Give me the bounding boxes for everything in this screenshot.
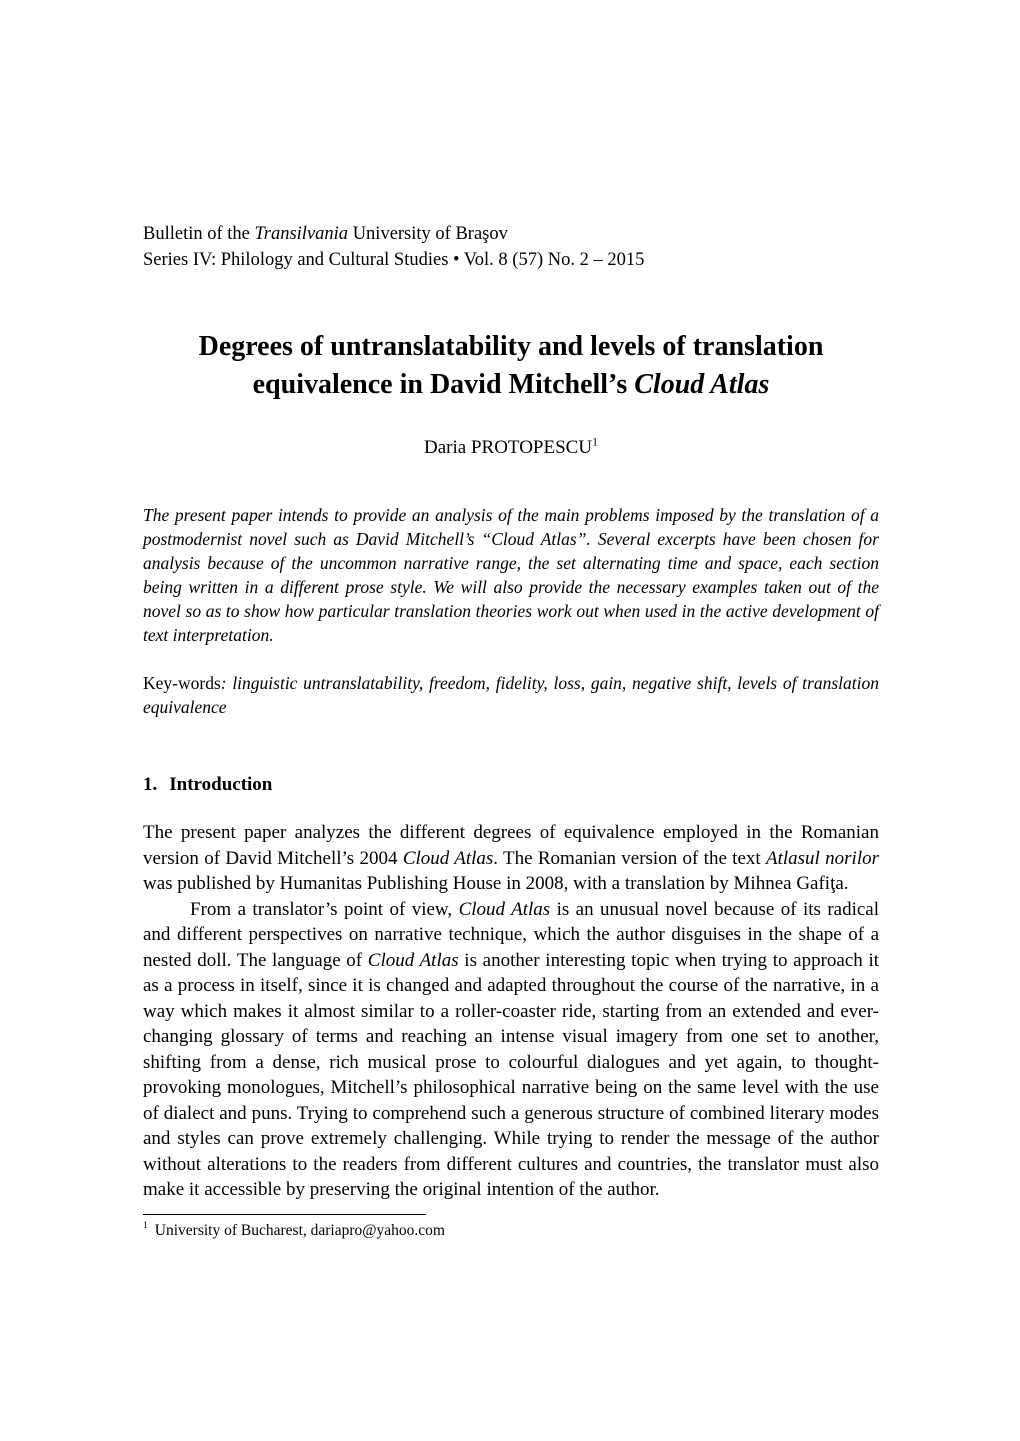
section-heading-introduction: [143, 772, 879, 798]
paper-page: [143, 0, 879, 1241]
journal-name-italic: Transilvania: [254, 224, 349, 244]
footnote-divider: [143, 1214, 426, 1215]
keywords-text: : linguistic untranslatability, freedom, fidelity, loss, gain, negative shift, levels of translation equivalence: [143, 673, 879, 717]
journal-header: [143, 221, 879, 273]
title-book-name: Cloud Atlas: [634, 369, 770, 400]
author-footnote-ref: 1: [592, 435, 598, 449]
keywords-label: Key-words: [143, 673, 221, 693]
book-title-italic: Cloud Atlas: [402, 847, 494, 869]
title-line-2: [253, 369, 770, 400]
text-run: The present paper analyzes the different degrees of equivalence employed in the Romanian version of David Mitchell’s 2004: [143, 822, 879, 869]
journal-name-pre: Bulletin of the: [143, 224, 255, 244]
footnote-text: University of Bucharest, dariapro@yahoo.com: [154, 1221, 445, 1239]
text-run: was published by Humanitas Publishing House in 2008, with a translation by Mihnea Gafiţa.: [143, 873, 849, 894]
footnote: [143, 1221, 879, 1241]
section-title: Introduction: [169, 774, 273, 795]
footnote-marker: 1: [143, 1220, 148, 1232]
paper-title: [143, 328, 879, 404]
abstract-text: The present paper intends to provide an analysis of the main problems imposed by the translation of a postmodernist novel such as David Mitchell’s “Cloud Atlas”. Several excerpts have been chosen for analysis because of the uncommon narrative range, the set alternating time and space, each section being written in a different prose style. We will also provide the necessary examples taken out of the novel so as to show how particular translation theories work out when used in the active development of text interpretation.: [143, 505, 879, 645]
text-run: . The Romanian version of the text: [493, 847, 766, 869]
keywords-line: [143, 671, 879, 719]
author-line: [143, 435, 879, 461]
journal-name-post: University of Braşov: [348, 224, 508, 244]
book-title-italic: Atlasul norilor: [766, 847, 879, 869]
section-number: 1.: [143, 774, 158, 795]
journal-series-line: Series IV: Philology and Cultural Studies • Vol. 8 (57) No. 2 – 2015: [143, 250, 645, 270]
text-run: From a translator’s point of view,: [190, 898, 459, 920]
journal-name-line: [143, 221, 879, 247]
book-title-italic: Cloud Atlas: [367, 949, 459, 971]
body-paragraph-1: [143, 820, 879, 897]
author-name: Daria PROTOPESCU: [424, 437, 593, 458]
book-title-italic: Cloud Atlas: [458, 898, 551, 920]
text-run: is an unusual novel because of its radical and different perspectives on narrative technique, which the author disguises in the shape of a nested doll. The language of: [143, 898, 880, 971]
body-paragraph-2: [143, 897, 879, 1203]
title-line-2-text: equivalence in David Mitchell’s: [252, 369, 635, 400]
footnote-area: [143, 1214, 879, 1241]
title-line-1: Degrees of untranslatability and levels of translation: [198, 331, 824, 362]
text-run: is another interesting topic when trying to approach it as a process in itself, since it is changed and adapted throughout the course of the narrative, in a way which makes it almost similar to a roller-coaster ride, starting from an extended and ever-changing glossary of terms and reaching an intense visual imagery from one set to another, shifting from a dense, rich musical prose to colourful dialogues and yet again, to thought-provoking monologues, Mitchell’s philosophical narrative being on the same level with the use of dialect and puns. Trying to comprehend such a generous structure of combined literary modes and styles can prove extremely challenging. While trying to render the message of the author without alterations to the readers from different cultures and countries, the translator must also make it accessible by preserving the original intention of the author.: [143, 949, 879, 1200]
